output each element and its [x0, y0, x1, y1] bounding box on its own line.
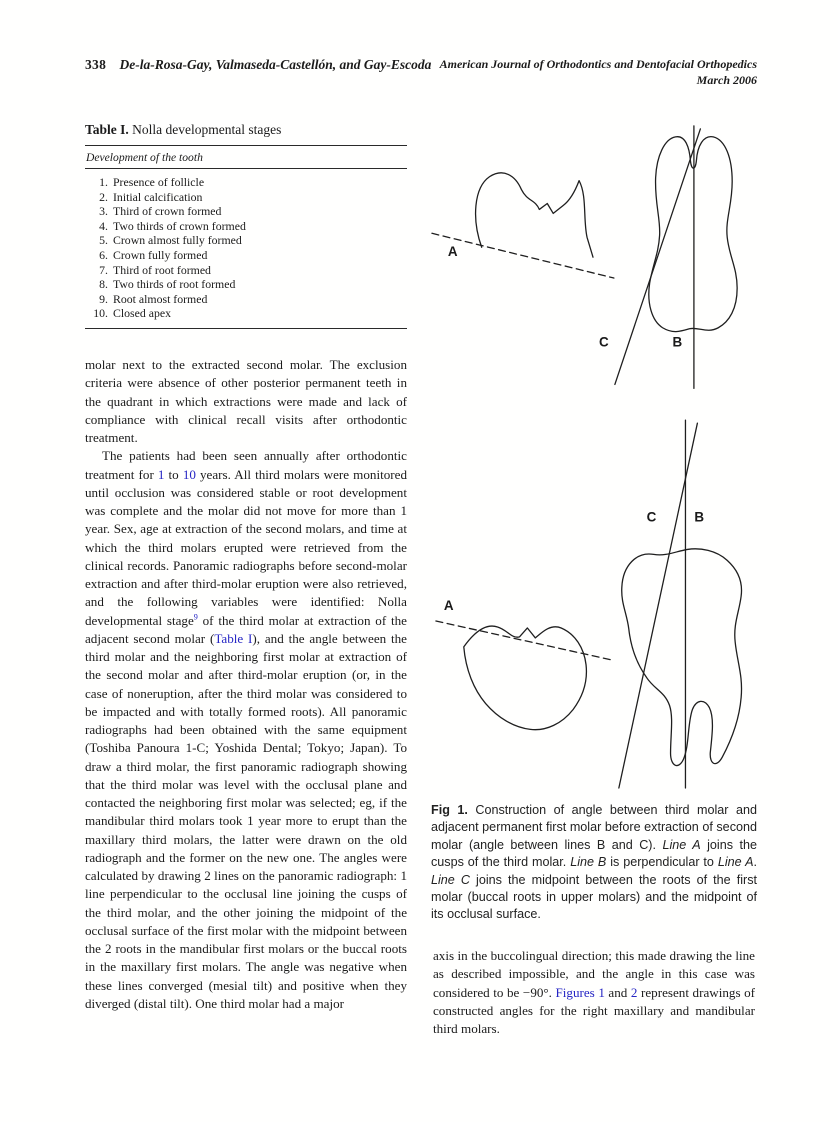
page-number: 338: [85, 57, 107, 72]
table-row: 10. Closed apex: [93, 306, 171, 321]
line-a-bottom: [436, 621, 611, 660]
inline-reference-link[interactable]: 9: [193, 612, 198, 622]
table-row: 2. Initial calcification: [99, 189, 203, 204]
running-header-right: [440, 57, 757, 88]
paragraph: The patients had been seen annually after orthodontic treatment for 1 to 10 years. All third molars were monitored until occlusion was considered stable or root development was complete and the molar did not move for more than 1 year. Sex, age at extraction of the second molars, and time at which the third molars erupted were retrieved from the clinical records. Panoramic radiographs before second-molar extraction and after third-molar eruption were also retrieved, and the following variables were identified: Nolla developmental stage$^9$ of the third molar at extraction of the adjacent second molar (Table I), and the angle between the third molar and the neighboring first molar at extraction of the second molar and after third-molar eruption (or, in the case of noneruption, after the third molar was considered to be impacted and with totally formed roots). All panoramic radiographs had been obtained with the same equipment (Toshiba Panoura 1-C; Yoshida Dental; Tokyo; Japan). To draw a third molar, the first panoramic radiograph showing that the third molar was level with the occlusal plane and contacted the neighboring first molar was selected; eg, if the mandibular third molars took 1 year more to erupt than the maxillary third molars, the latter were drawn on the old radiograph and the former on the new one. The angles were calculated by drawing 2 lines on the panoramic radiograph: 1 line perpendicular to the occlusal line joining the cusps of the third molar, and the other joining the midpoint of the occlusal surface of the first molar with the midpoint between the 2 roots in the mandibular first molars or the buccal roots in the maxillary first molars. The angle was negative when these lines converged (mesial tilt) and positive when they diverged (distal tilt). One third molar had a major: [85, 448, 407, 1011]
text-segment: Line A: [662, 837, 701, 852]
table-title-text: Nolla developmental stages: [132, 122, 282, 137]
label-a-bottom: A: [443, 598, 454, 614]
text-segment: Line B: [570, 855, 607, 870]
label-c-top: C: [598, 334, 609, 350]
table-bottom-rule: [85, 328, 407, 329]
line-c-top: [615, 129, 700, 384]
table-row: 7. Third of root formed: [99, 262, 211, 277]
right-column-text: [433, 947, 755, 1038]
inline-reference-link[interactable]: Figures 1: [555, 984, 605, 1000]
line-a-top: [432, 233, 614, 278]
figure-1-drawing: [429, 116, 759, 792]
inline-reference-link[interactable]: 1: [157, 466, 165, 482]
maxillary-first-molar-outline: [649, 137, 737, 332]
table-row: 6. Crown fully formed: [99, 247, 208, 262]
mandibular-first-molar-outline: [622, 549, 742, 766]
inline-reference-link[interactable]: 2: [630, 984, 638, 1000]
issue-date: March 2006: [696, 72, 757, 87]
running-header-left: [85, 57, 431, 73]
label-a-top: A: [447, 244, 458, 260]
left-column-text: [85, 356, 407, 1013]
paragraph: molar next to the extracted second molar. The exclusion criteria were absence of other posterior permanent teeth in the quadrant in which extractions were made and lack of compliance with clinical recall visits after orthodontic treatment.: [85, 357, 407, 445]
table-row: 9. Root almost formed: [99, 291, 208, 306]
text-segment: Line C: [431, 872, 470, 887]
figure-1-caption: Fig 1. Construction of angle between third molar and adjacent permanent first molar before extraction of second molar (angle between lines B and C). Line A joins the cusps of the third molar. Line B is perpendicular to Line A. Line C joins the midpoint between the roots of the first molar (buccal roots in upper molars) and the midpoint of its occlusal surface.: [431, 803, 758, 922]
table-1: [85, 122, 407, 329]
paragraph: axis in the buccolingual direction; this made drawing the line as described impossible, and the angle in this case was considered to be −90°. Figures 1 and 2 represent drawings of constructed angles for the right maxillary and mandibular third molars.: [433, 948, 756, 1036]
inline-reference-link[interactable]: 10: [182, 466, 196, 482]
mandibular-third-molar-outline: [464, 626, 587, 730]
table-row: 5. Crown almost fully formed: [99, 233, 242, 248]
journal-title: American Journal of Orthodontics and Dentofacial Orthopedics: [439, 57, 757, 71]
text-segment: Line A: [717, 855, 754, 870]
text-segment: Fig 1.: [431, 803, 468, 817]
figure-1: [431, 116, 757, 924]
running-authors: De-la-Rosa-Gay, Valmaseda-Castellón, and Gay-Escoda: [119, 57, 432, 72]
label-b-bottom: B: [694, 509, 705, 525]
table-row: 1. Presence of follicle: [99, 175, 205, 189]
label-c-bottom: C: [646, 509, 657, 525]
table-row: 3. Third of crown formed: [99, 204, 222, 219]
running-header: [85, 57, 757, 88]
table-title: [85, 122, 407, 138]
label-b-top: B: [672, 334, 683, 350]
table-row: 8. Two thirds of root formed: [99, 277, 236, 292]
inline-reference-link[interactable]: Table I: [214, 630, 253, 646]
table-label: Table I.: [85, 122, 129, 137]
maxillary-third-molar-outline: [476, 173, 593, 257]
table-column-header: Development of the tooth: [86, 151, 203, 164]
table-row: 4. Two thirds of crown formed: [99, 218, 246, 233]
table-rows: [85, 169, 407, 328]
